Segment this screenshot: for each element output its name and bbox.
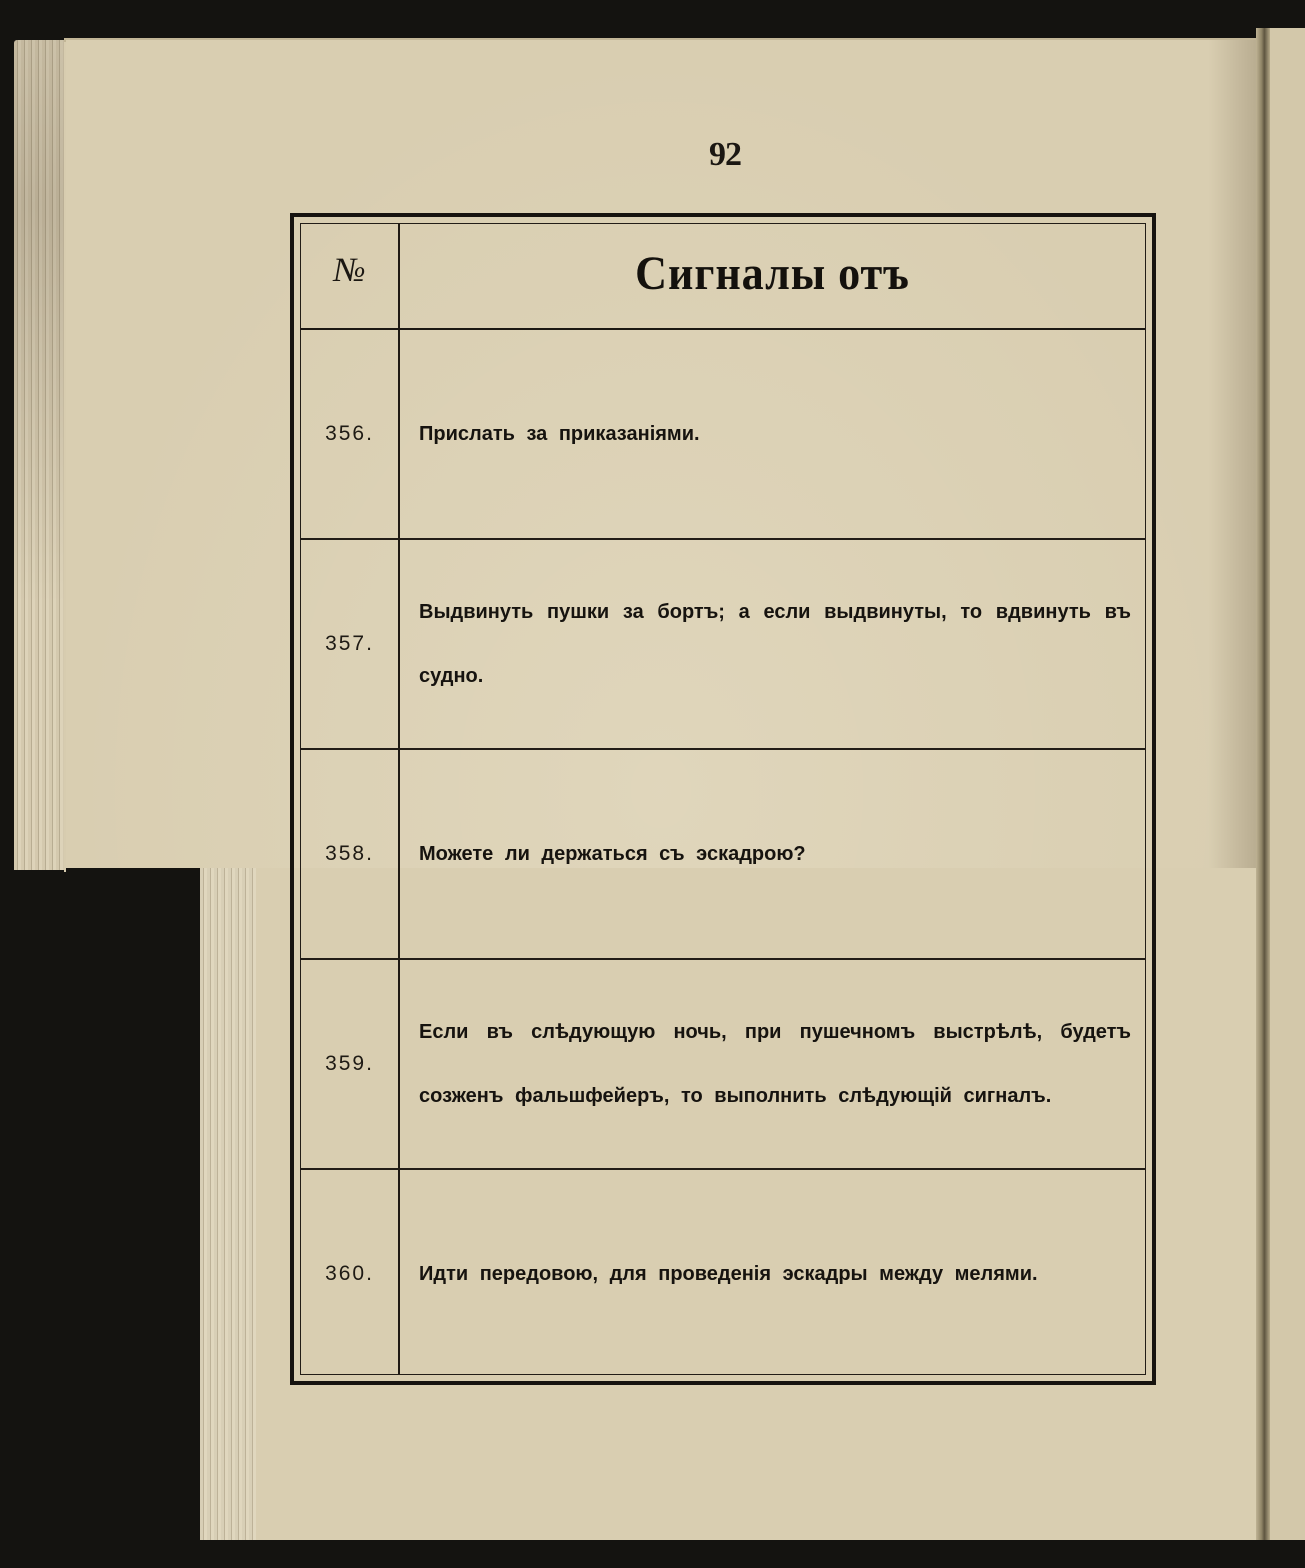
signal-number: 360. [325,1262,374,1285]
signals-table-inner [300,223,1146,1375]
table-header [301,224,1145,330]
signal-number: 357. [325,632,374,655]
header-number-column: № [333,252,366,289]
table-row [301,540,1145,750]
table-row [301,960,1145,1170]
signal-text: Можете ли держаться съ эскадрою? [419,843,806,865]
table-row [301,750,1145,960]
signal-text: Прислать за приказаніями. [419,423,700,445]
signals-table [290,213,1156,1385]
table-row [301,330,1145,540]
signal-number: 358. [325,842,374,865]
header-title: Сигналы отъ [635,247,910,300]
signal-text: Если въ слѣдующую ночь, при пушечномъ выстрѣлѣ, будетъ созженъ фальшфейеръ, то выполнить слѣдующій сигналъ. [419,1021,1131,1107]
page-stack-edge-lower [200,868,260,1540]
signal-text: Идти передовою, для проведенія эскадры между мелями. [419,1263,1038,1285]
facing-page-edge [1270,28,1305,1540]
book-gutter [1256,28,1270,1540]
signal-number: 356. [325,422,374,445]
signal-text: Выдвинуть пушки за бортъ; а если выдвинуты, то вдвинуть въ судно. [419,601,1131,687]
signal-number: 359. [325,1052,374,1075]
table-row [301,1170,1145,1378]
page-number: 92 [709,136,741,173]
